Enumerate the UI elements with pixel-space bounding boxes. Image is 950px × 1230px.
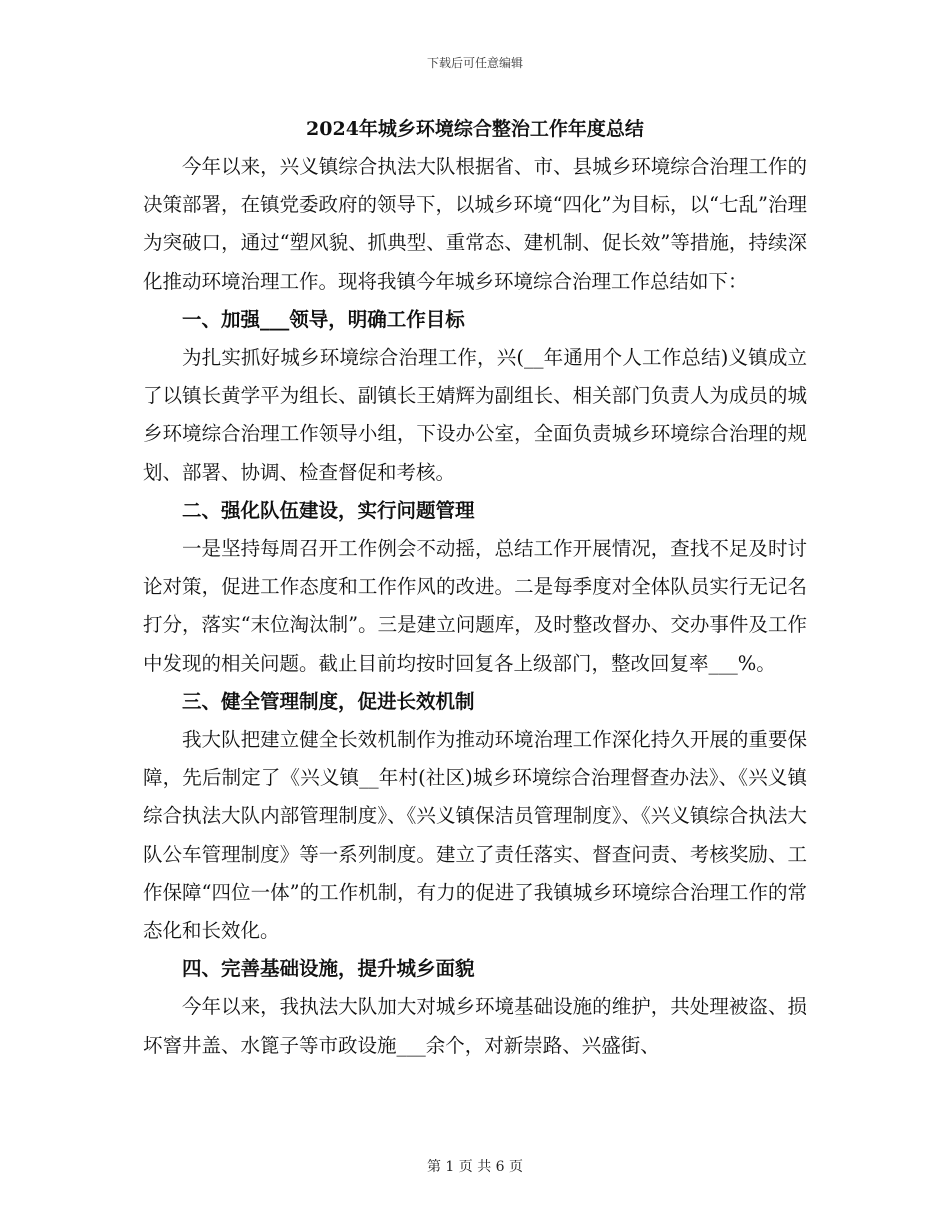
section-heading-2: 二、强化队伍建设，实行问题管理: [182, 498, 475, 522]
section-heading-3: 三、健全管理制度，促进长效机制: [182, 689, 475, 713]
intro-paragraph: 今年以来，兴义镇综合执法大队根据省、市、县城乡环境综合治理工作的决策部署，在镇党委政府的领导下，以城乡环境“四化”为目标，以“七乱”治理为突破口，通过“塑风貌、抓典型、重常态、建机制、促长效”等措施，持续深化推动环境治理工作。现将我镇今年城乡环境综合治理工作总结如下：: [143, 155, 807, 293]
page-number: 第 1 页 共 6 页: [426, 1159, 524, 1175]
section-paragraph-1: 为扎实抓好城乡环境综合治理工作，兴(__年通用个人工作总结)义镇成立了以镇长黄学平为组长、副镇长王婧辉为副组长、相关部门负责人为成员的城乡环境综合治理工作领导小组，下设办公室，全面负责城乡环境综合治理的规划、部署、协调、检查督促和考核。: [143, 346, 807, 484]
section-paragraph-4: 今年以来，我执法大队加大对城乡环境基础设施的维护，共处理被盗、损坏窨井盖、水篦子等市政设施___余个，对新崇路、兴盛街、: [143, 995, 807, 1057]
document-title: 2024年城乡环境综合整治工作年度总结: [306, 118, 644, 140]
section-paragraph-3: 我大队把建立健全长效机制作为推动环境治理工作深化持久开展的重要保障，先后制定了《兴义镇__年村(社区)城乡环境综合治理督查办法》、《兴义镇综合执法大队内部管理制度》、《兴义镇保洁员管理制度》、《兴义镇综合执法大队公车管理制度》等一系列制度。建立了责任落实、督查问责、考核奖励、工作保障“四位一体”的工作机制，有力的促进了我镇城乡环境综合治理工作的常态化和长效化。: [143, 728, 807, 943]
header-note: 下载后可任意编辑: [426, 56, 523, 70]
document-body: [143, 110, 807, 1065]
section-heading-1: 一、加强___领导，明确工作目标: [182, 307, 465, 331]
section-heading-4: 四、完善基础设施，提升城乡面貌: [182, 957, 475, 981]
section-paragraph-2: 一是坚持每周召开工作例会不动摇，总结工作开展情况，查找不足及时讨论对策，促进工作态度和工作作风的改进。二是每季度对全体队员实行无记名打分，落实“末位淘汰制”。三是建立问题库，及时整改督办、交办事件及工作中发现的相关问题。截止目前均按时回复各上级部门，整改回复率___%。: [143, 537, 807, 675]
